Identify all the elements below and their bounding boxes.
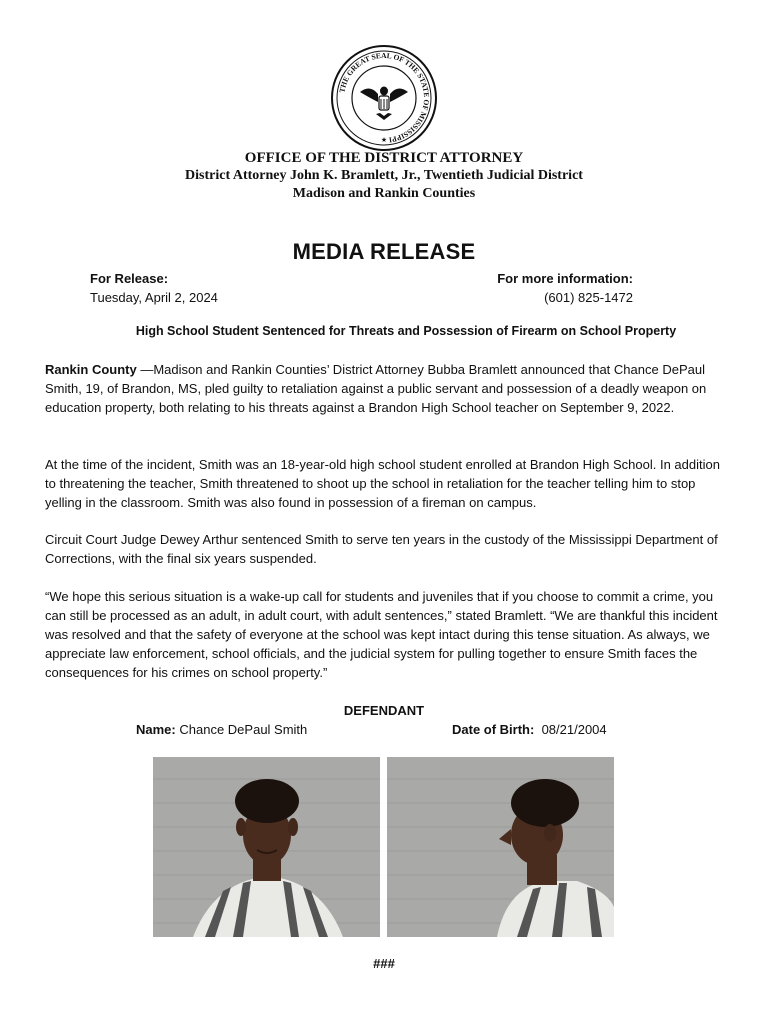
dob-label: Date of Birth: <box>452 722 535 737</box>
booking-photo-profile <box>387 757 614 937</box>
release-subheading: High School Student Sentenced for Threats and Possession of Firearm on School Property <box>135 324 677 338</box>
defendant-dob: 08/21/2004 <box>541 722 607 737</box>
contact-phone: (601) 825-1472 <box>544 290 633 305</box>
end-mark: ### <box>373 956 395 971</box>
office-title: OFFICE OF THE DISTRICT ATTORNEY <box>244 150 524 166</box>
counties-line: Madison and Rankin Counties <box>292 186 476 201</box>
release-date: Tuesday, April 2, 2024 <box>90 290 218 305</box>
svg-text:★: ★ <box>380 137 388 144</box>
paragraph-1-text: —Madison and Rankin Counties’ District Attorney Bubba Bramlett announced that Chance DePaul Smith, 19, of Brandon, MS, pled guilty to retaliation against a public servant and possession of a deadly weapon on education property, both relating to his threats against a Brandon High School teacher on September 9, 2022. <box>45 362 707 415</box>
body-paragraph-1 <box>45 360 729 417</box>
body-paragraph-2: At the time of the incident, Smith was an 18-year-old high school student enrolled at Brandon High School. In addition to threatening the teacher, Smith threatened to shoot up the school in retaliation for the teacher telling him to stop yelling in the classroom. Smith was also found in possession of a fireman on campus. <box>45 457 720 510</box>
state-seal-logo <box>330 44 438 152</box>
release-label: For Release: <box>90 271 169 286</box>
body-paragraph-3: Circuit Court Judge Dewey Arthur sentenced Smith to serve ten years in the custody of the Mississippi Department of Corrections, with the final six years suspended. <box>45 532 718 566</box>
contact-label: For more information: <box>497 271 633 286</box>
booking-photo-front <box>153 757 380 937</box>
defendant-dob-row <box>452 722 607 737</box>
page-title: MEDIA RELEASE <box>292 239 476 264</box>
defendant-name-row <box>136 722 307 737</box>
defendant-heading: DEFENDANT <box>343 703 425 718</box>
svg-text:THE GREAT SEAL OF THE STATE OF: THE GREAT SEAL OF THE STATE OF MISSISSIPPI <box>337 50 432 145</box>
name-label: Name: <box>136 722 176 737</box>
body-paragraph-4: “We hope this serious situation is a wake-up call for students and juveniles that if you choose to commit a crime, you can still be processed as an adult, in adult court, with adult sentences,” stated Bramlett. “We are thankful this incident was resolved and that the safety of everyone at the school was kept intact during this tense situation. As always, we appreciate law enforcement, school officials, and the judicial system for pulling together to ensure Smith faces the consequences for his crimes on school property.” <box>45 589 718 680</box>
defendant-name: Chance DePaul Smith <box>179 722 308 737</box>
dateline: Rankin County <box>45 362 137 377</box>
district-attorney-line: District Attorney John K. Bramlett, Jr., Twentieth Judicial District <box>185 168 583 183</box>
